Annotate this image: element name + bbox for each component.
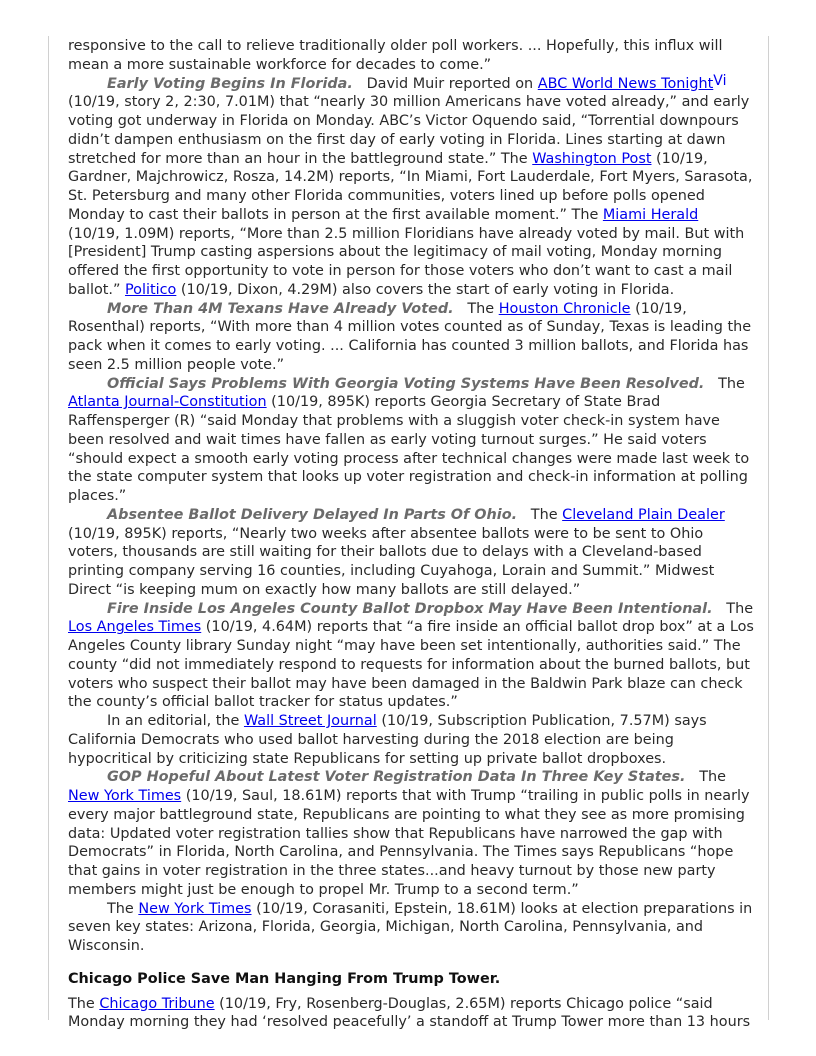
story-gop-voter-registration: GOP Hopeful About Latest Voter Registration Data In Three Key States. The New York Times (10/19, Saul, 18.61M) reports that with Trump “trailing in public polls in nearly every major battleground state, Republicans are pointing to what they see as more promising data: Updated voter registration tallies show that Republicans have narrowed the gap with Democrats” in Florida, North Carolina, and Pennsylvania. The Times says Republicans “hope that gains in voter registration in the three states...and heavy turnout by those new party members might just be enough to propel Mr. Trump to a second term.” [68,769,750,898]
story-headline: Official Says Problems With Georgia Voting Systems Have Been Resolved. [107,375,705,392]
story-headline: GOP Hopeful About Latest Voter Registration Data In Three Key States. [107,769,686,786]
story-headline: More Than 4M Texans Have Already Voted. [107,300,454,317]
left-margin-rule [48,36,49,1020]
right-margin-rule [768,36,769,1020]
link-politico[interactable]: Politico [125,281,177,298]
story-wsj-editorial: In an editorial, the Wall Street Journal (10/19, Subscription Publication, 7.57M) says California Democrats who used ballot harvesting during the 2018 election are being hypocritical by criticizing state Republicans for setting up private ballot dropboxes. [68,713,707,767]
document-body [68,37,754,1032]
link-washington-post[interactable]: Washington Post [532,150,652,167]
story-headline: Fire Inside Los Angeles County Ballot Dropbox May Have Been Intentional. [107,600,713,617]
story-headline: Early Voting Begins In Florida. [107,75,353,92]
story-headline: Absentee Ballot Delivery Delayed In Parts Of Ohio. [107,506,518,523]
link-los-angeles-times[interactable]: Los Angeles Times [68,619,202,636]
link-wall-street-journal[interactable]: Wall Street Journal [243,713,377,729]
paragraph-continuation: responsive to the call to relieve traditionally older poll workers. ... Hopefully, this influx will mean a more sustainable workforce for decades to come.” [68,38,723,73]
link-atlanta-journal-constitution[interactable]: Atlanta Journal-Constitution [68,394,267,411]
section-heading: Chicago Police Save Man Hanging From Trump Tower. [68,970,501,987]
story-chicago-trump-tower: The Chicago Tribune (10/19, Fry, Rosenberg-Douglas, 2.65M) reports Chicago police “said Monday morning they had ‘resolved peacefully’ a standoff at Trump Tower more than 13 hours [68,995,751,1031]
link-new-york-times[interactable]: New York Times [68,788,182,804]
link-chicago-tribune[interactable]: Chicago Tribune [99,995,215,1012]
link-cleveland-plain-dealer[interactable]: Cleveland Plain Dealer [562,506,725,523]
link-houston-chronicle[interactable]: Houston Chronicle [498,300,631,317]
link-abc-world-news-tonight[interactable]: ABC World News Tonight [537,75,714,92]
story-texas-votes: More Than 4M Texans Have Already Voted. The Houston Chronicle (10/19, Rosenthal) reports, “With more than 4 million votes counted as of Sunday, Texas is leading the pack when it comes to early voting. ... California has counted 3 million ballots, and Florida has seen 2.5 million people vote.” [68,300,752,373]
story-georgia-voting-systems: Official Says Problems With Georgia Voting Systems Have Been Resolved. The Atlanta Journal-Constitution (10/19, 895K) reports Georgia Secretary of State Brad Raffensperger (R) “said Monday that problems with a sluggish voter check-in system have been resolved and wait times have fallen as early voting turnout surges.” He said voters “should expect a smooth early voting process after technical changes were made last week to the state computer system that looks up voter registration and check-in information at polling places.” [68,375,750,504]
story-florida-early-voting: Early Voting Begins In Florida. David Muir reported on ABC World News Tonight$^{Vi}$ (10/19, story 2, 2:30, 7.01M) that “nearly 30 million Americans have voted already,” and early voting got underway in Florida on Monday. ABC’s Victor Oquendo said, “Torrential downpours didn’t dampen enthusiasm on the first day of early voting in Florida. Lines starting at dawn stretched for more than an hour in the battleground state.” The Washington Post (10/19, Gardner, Majchrowicz, Rosza, 14.2M) reports, “In Miami, Fort Lauderdale, Fort Myers, Sarasota, St. Petersburg and many other Florida communities, voters lined up before polls opened Monday to cast their ballots in person at the first available moment.” The Miami Herald (10/19, 1.09M) reports, “More than 2.5 million Floridians have already voted by mail. But with [President] Trump casting aspersions about the legitimacy of mail voting, Monday morning offered the first opportunity to vote in person for those voters who don’t want to cast a mail ballot.” Politico (10/19, Dixon, 4.29M) also covers the start of early voting in Florida. [68,72,753,298]
link-new-york-times[interactable]: New York Times [138,900,252,917]
story-la-ballot-dropbox-fire: Fire Inside Los Angeles County Ballot Dropbox May Have Been Intentional. The Los Angeles Times (10/19, 4.64M) reports that “a fire inside an official ballot drop box” at a Los Angeles County library Sunday night “may have been set intentionally, authorities said.” The county “did not immediately respond to requests for information about the burned ballots, but voters who suspect their ballot may have been damaged in the Baldwin Park blaze can check the county’s official ballot tracker for status updates.” [68,600,754,711]
link-miami-herald[interactable]: Miami Herald [602,206,699,223]
story-ohio-absentee-ballots: Absentee Ballot Delivery Delayed In Parts Of Ohio. The Cleveland Plain Dealer (10/19, 895K) reports, “Nearly two weeks after absentee ballots were to be sent to Ohio voters, thousands are still waiting for their ballots due to delays with a Cleveland-based printing company serving 16 counties, including Cuyahoga, Lorain and Summit.” Midwest Direct “is keeping mum on exactly how many ballots are still delayed.” [68,506,725,598]
footnote-marker[interactable]: Vi [713,72,727,89]
story-nyt-seven-states: The New York Times (10/19, Corasaniti, Epstein, 18.61M) looks at election preparations in seven key states: Arizona, Florida, Georgia, Michigan, North Carolina, Pennsylvania, and Wisconsin. [68,900,753,954]
